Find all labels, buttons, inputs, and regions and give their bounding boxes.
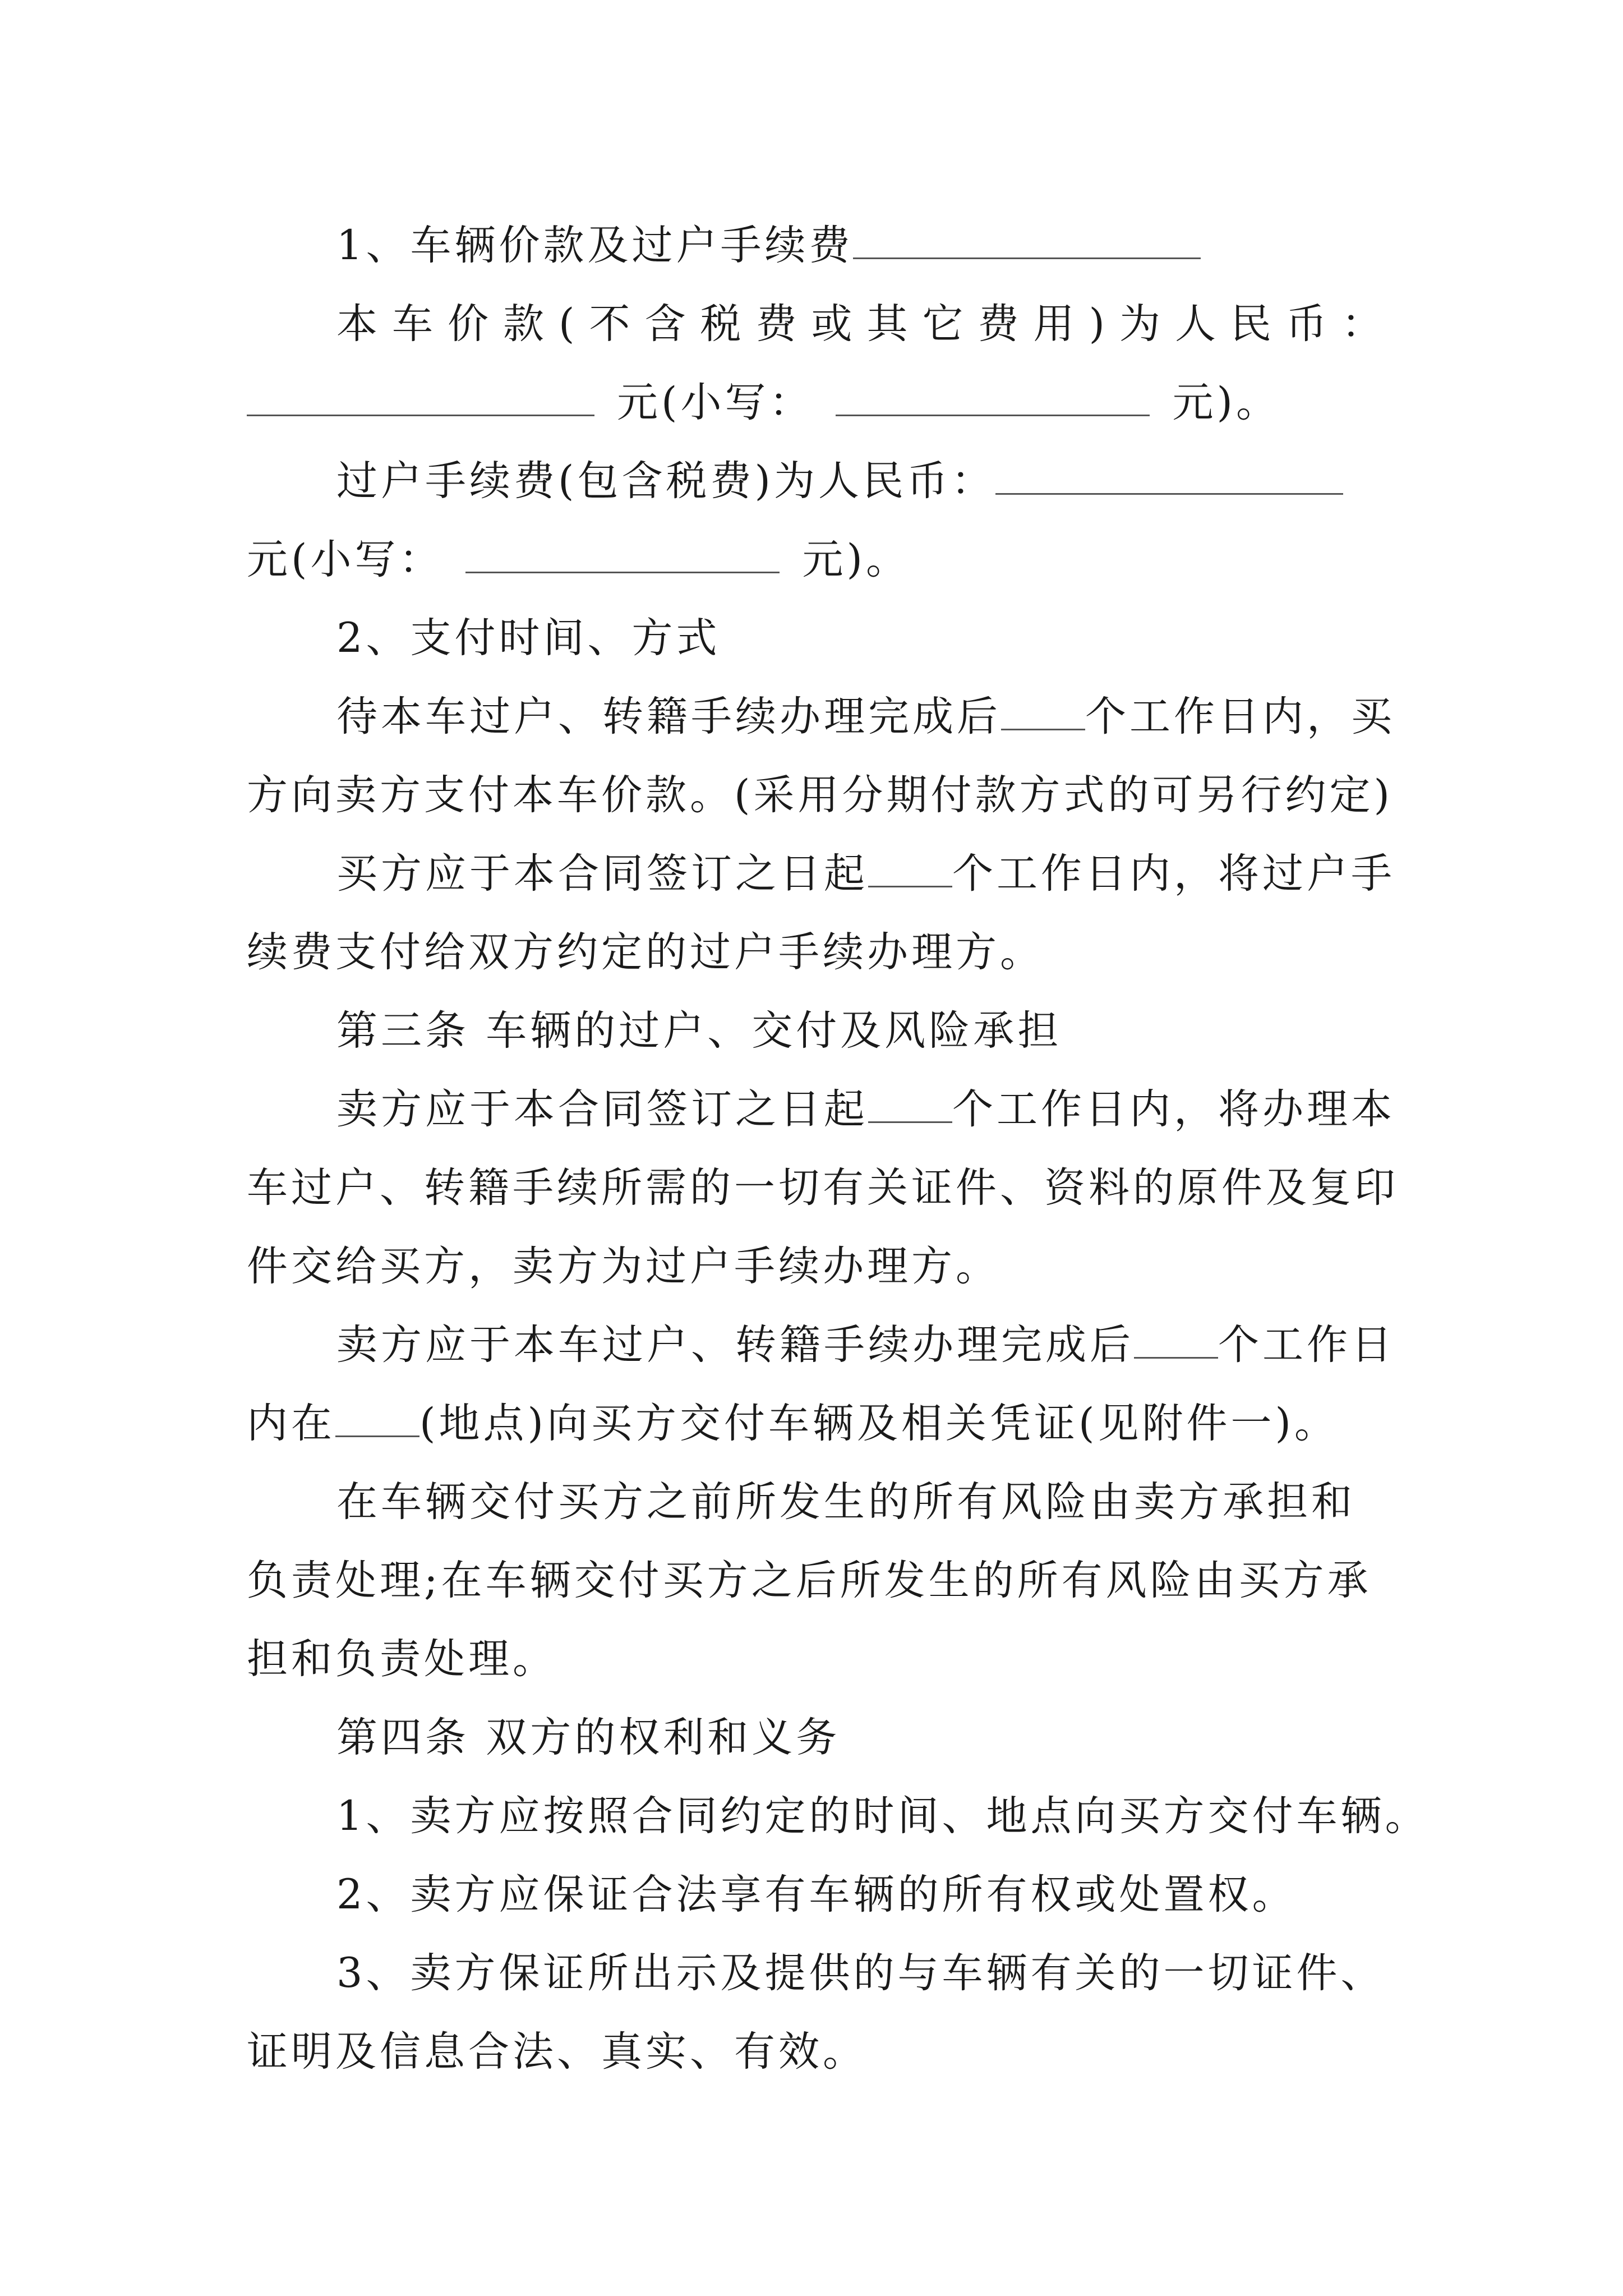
paragraph-line (247, 2024, 1380, 2080)
text-span: 1、车辆价款及过户手续费 (336, 222, 854, 269)
paragraph-line (247, 1239, 1380, 1295)
paragraph-line (336, 296, 1397, 352)
text-span: 方向卖方支付本车价款。(采用分期付款方式的可另行约定) (247, 771, 1393, 819)
text-span: 个工作日 (1218, 1321, 1395, 1369)
text-span: 个工作日内，将办理本 (952, 1085, 1395, 1133)
blank-field[interactable] (868, 846, 952, 887)
text-span: 内在 (247, 1400, 335, 1447)
text-span: 本车价款(不含税费或其它费用)为人民币： (336, 300, 1397, 348)
text-span: 件交给买方，卖方为过户手续办理方。 (247, 1243, 1000, 1290)
paragraph-line (336, 1474, 1380, 1530)
blank-field[interactable] (995, 454, 1343, 495)
blank-field[interactable] (868, 1082, 952, 1123)
text-span: 买方应于本合同签订之日起 (336, 850, 868, 898)
text-span: 证明及信息合法、真实、有效。 (247, 2028, 867, 2076)
text-span: 3、卖方保证所出示及提供的与车辆有关的一切证件、 (336, 1949, 1385, 1997)
paragraph-line (336, 1867, 1380, 1923)
section-heading (336, 1003, 1380, 1059)
section-heading (336, 1710, 1380, 1766)
paragraph-line (336, 610, 1380, 666)
text-span: 元)。 (802, 536, 910, 583)
text-span: 卖方应于本合同签订之日起 (336, 1085, 868, 1133)
paragraph-line (247, 375, 1380, 431)
text-span: 在车辆交付买方之前所发生的所有风险由卖方承担和 (336, 1478, 1355, 1526)
text-span: 续费支付给双方约定的过户手续办理方。 (247, 928, 1044, 976)
text-span: 2、支付时间、方式 (336, 614, 721, 662)
blank-field[interactable] (335, 1396, 419, 1437)
paragraph-line (247, 924, 1380, 981)
text-span: 元(小写： (617, 379, 814, 426)
text-span: (地点)向买方交付车辆及相关凭证(见附件一)。 (419, 1400, 1339, 1447)
blank-field[interactable] (836, 375, 1150, 416)
text-span: 个工作日内，买 (1085, 693, 1395, 740)
text-span: 2、卖方应保证合法享有车辆的所有权或处置权。 (336, 1871, 1297, 1918)
paragraph-line (247, 532, 1380, 588)
paragraph-line (247, 1553, 1380, 1609)
text-span: 卖方应于本车过户、转籍手续办理完成后 (336, 1321, 1134, 1369)
paragraph-line (247, 1160, 1399, 1216)
text-span: 担和负责处理。 (247, 1635, 557, 1683)
text-span: 个工作日内，将过户手 (952, 850, 1395, 898)
text-span: 元)。 (1172, 379, 1280, 426)
blank-field[interactable] (1134, 1318, 1218, 1359)
text-span: 1、卖方应按照合同约定的时间、地点向买方交付车辆。 (336, 1792, 1430, 1840)
paragraph-line (336, 1082, 1395, 1138)
paragraph-line (336, 1788, 1430, 1844)
text-span: 待本车过户、转籍手续办理完成后 (336, 693, 1001, 740)
paragraph-line (336, 218, 1380, 274)
text-span: 车过户、转籍手续所需的一切有关证件、资料的原件及复印 (247, 1164, 1399, 1212)
paragraph-line (336, 1317, 1395, 1373)
paragraph-line (336, 689, 1395, 745)
blank-field[interactable] (1001, 689, 1085, 730)
paragraph-line (336, 846, 1395, 902)
blank-field[interactable] (465, 532, 780, 573)
paragraph-line (336, 453, 1380, 509)
paragraph-line (247, 767, 1393, 823)
paragraph-line (247, 1631, 1380, 1687)
text-span: 负责处理;在车辆交付买方之后所发生的所有风险由买方承 (247, 1557, 1372, 1604)
text-span: 第四条 双方的权利和义务 (336, 1714, 841, 1761)
blank-field[interactable] (247, 375, 594, 416)
text-span: 元(小写： (247, 536, 444, 583)
text-span: 过户手续费(包含税费)为人民币： (336, 457, 995, 505)
text-span: 第三条 车辆的过户、交付及风险承担 (336, 1007, 1062, 1055)
blank-field[interactable] (853, 218, 1201, 259)
paragraph-line (336, 1945, 1385, 2001)
paragraph-line (247, 1396, 1380, 1452)
